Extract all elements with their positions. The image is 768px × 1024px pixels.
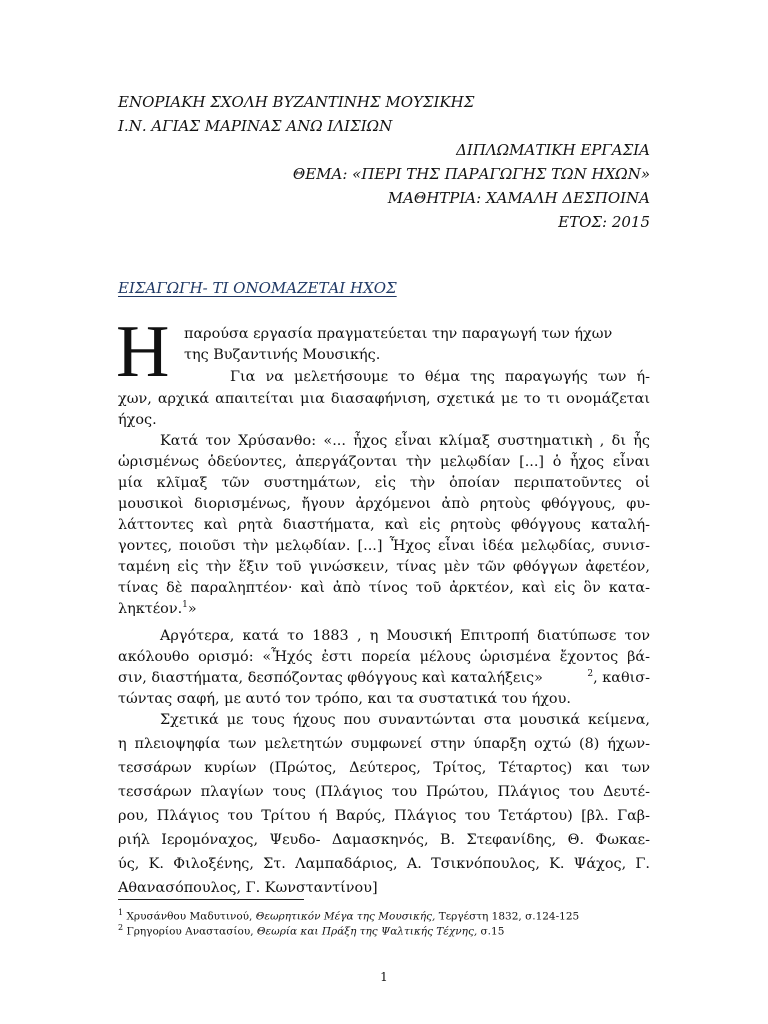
body-line: Κατά τον Χρύσανθο: «... ἦχος εἶναι κλίμαξ συστηματικὴ , δι ἧς [160,433,650,449]
footnote-details: σ.15 [480,925,505,938]
quote-close: » [187,601,197,617]
body-line: Αργότερα, κατά το 1883 , η Μουσική Επιτροπή διατύπωσε τον [160,628,650,644]
footnote-ref-1[interactable]: 1 [182,600,188,611]
body-line: ήχος. [118,412,157,428]
body-line-text: σιν, διαστήματα, δεσπόζοντας φθόγγους καὶ καταλήξεις» [118,670,543,686]
footnote-separator [118,899,304,900]
year: ΕΤΟΣ: 2015 [558,213,650,231]
body-line: ύς, Κ. Φιλοξένης, Στ. Λαμπαδάριος, Α. Τσικνόπουλος, Κ. Ψάχος, Γ. [118,856,650,872]
footnote-ref-2[interactable]: 2 [587,669,594,680]
body-line: ριήλ Ιερομόναχος, Ψευδο- Δαμασκηνός, Β. Στεφανίδης, Θ. Φωκαε- [118,832,650,848]
drop-cap: Η [116,311,170,393]
body-line: ὡρισμένως ὁδεύοντες, ἀπεργάζονται τὴν μελῳδίαν [...] ὁ ἦχος εἶναι [118,454,650,470]
student-name: ΜΑΘΗΤΡΙΑ: ΧΑΜΑΛΗ ΔΕΣΠΟΙΝΑ [387,189,650,207]
body-line: παρούσα εργασία πραγματεύεται την παραγωγή των ήχων [184,326,613,342]
body-line-text: , καθισ- [593,670,650,686]
thesis-topic: ΘΕΜΑ: «ΠΕΡΙ ΤΗΣ ΠΑΡΑΓΩΓΗΣ ΤΩΝ ΗΧΩΝ» [292,165,650,183]
footnote-mark: 2 [118,923,124,932]
body-line: χων, αρχικά απαιτείται μια διασαφήνιση, σχετικά με το τι ονομάζεται [118,391,650,407]
section-heading: ΕΙΣΑΓΩΓΗ- ΤΙ ΟΝΟΜΑΖΕΤΑΙ ΗΧΟΣ [118,279,397,297]
body-line: τώντας σαφή, με αυτό τον τρόπο, και τα συστατικά του ήχου. [118,691,571,707]
body-line-text: ληκτέον. [118,601,183,617]
footnote-work: Θεωρία και Πράξη της Ψαλτικής Τέχνης, [256,925,481,938]
body-line: τίνας δὲ παραληπτέον· καὶ ἀπὸ τίνος τοῦ ἀρκτέον, καὶ εἰς ὃν κατα- [118,580,650,596]
body-line: λάττοντες καὶ ρητὰ διαστήματα, καὶ εἰς ρητοὺς φθόγγους καταλή- [118,517,650,533]
body-line [118,599,197,619]
footnote-author: Χρυσάνθου Μαδυτινού, [126,910,256,923]
body-line: ακόλουθο ορισμό: «Ἦχός ἐστι πορεία μέλους ὡρισμένα ἔχοντος βά- [118,649,650,665]
footnote-author: Γρηγορίου Αναστασίου, [126,925,257,938]
body-line: Αθανασόπουλος, Γ. Κωνσταντίνου] [118,880,378,896]
document-type: ΔΙΠΛΩΜΑΤΙΚΗ ΕΡΓΑΣΙΑ [456,141,650,159]
church-name: Ι.Ν. ΑΓΙΑΣ ΜΑΡΙΝΑΣ ΑΝΩ ΙΛΙΣΙΩΝ [118,117,393,135]
body-line: τεσσάρων κυρίων (Πρώτος, Δεύτερος, Τρίτος, Τέταρτος) και των [118,760,650,776]
footnote-mark: 1 [118,908,124,917]
body-line: ρου, Πλάγιος του Τρίτου ή Βαρύς, Πλάγιος του Τετάρτου) [βλ. Γαβ- [118,808,650,824]
page-number: 1 [380,970,388,984]
footnote-details: Τεργέστη 1832, σ.124-125 [438,910,580,923]
body-line: Σχετικά με τους ήχους που συναντώνται στα μουσικά κείμενα, [160,712,650,728]
body-line: τεσσάρων πλαγίων τους (Πλάγιος του Πρώτου, Πλάγιος του Δευτέ- [118,784,650,800]
body-line: γοντες, ποιοῦσι τὴν μελῳδίαν. [...] Ἦχος εἶναι ἰδέα μελῳδίας, συνισ- [118,538,650,554]
body-line: μία κλῖμαξ τῶν συστημάτων, εἰς τὴν ὁποίαν περιπατοῦντες οἱ [118,475,650,491]
body-line: Για να μελετήσουμε το θέμα της παραγωγής των ή- [230,369,650,385]
body-line: μουσικοὶ διορισμένως, ἤγουν ἀρχόμενοι ἀπὸ ρητοὺς φθόγγους, φυ- [118,496,650,512]
body-line: ταμένη εἰς τὴν ἕξιν τοῦ γινώσκειν, τίνας μὲν τῶν φθόγγων ἀφετέον, [118,559,650,575]
body-line [118,668,650,688]
footnote-2 [118,920,504,940]
school-name: ΕΝΟΡΙΑΚΗ ΣΧΟΛΗ ΒΥΖΑΝΤΙΝΗΣ ΜΟΥΣΙΚΗΣ [118,93,475,111]
body-line: η πλειοψηφία των μελετητών συμφωνεί στην ύπαρξη οχτώ (8) ήχων- [118,736,650,752]
footnote-work: Θεωρητικόν Μέγα της Μουσικής, [255,910,439,923]
body-line: της Βυζαντινής Μουσικής. [184,347,381,363]
